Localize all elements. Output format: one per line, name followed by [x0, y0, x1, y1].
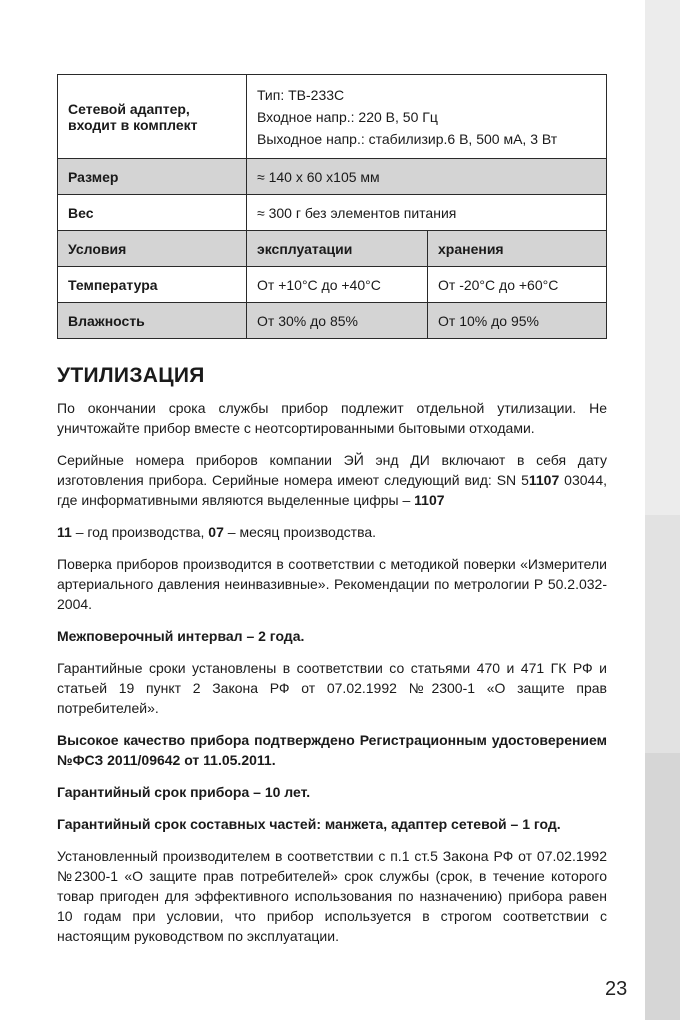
weight-label: Вес — [58, 195, 247, 231]
serial-text: Серийные номера приборов компании ЭЙ энд ДИ включают в себя дату изготовления прибора. Серийные номера имеют следующий вид: SN 5 — [57, 452, 607, 488]
table-row-humidity — [58, 303, 607, 339]
humidity-storage: От 10% до 95% — [428, 303, 607, 339]
side-tab-middle — [645, 515, 680, 753]
side-tab-bottom — [645, 753, 680, 1020]
temperature-operation: От +10°С до +40°С — [247, 267, 428, 303]
disposal-paragraph: По окончании срока службы прибор подлежит отдельной утилизации. Не уничтожайте прибор вместе с неотсортированными бытовыми отходами. — [57, 400, 607, 436]
serial-text-after: 03044, где информативными являются выделенные цифры – — [57, 472, 607, 508]
warranty-law-paragraph: Гарантийные сроки установлены в соответствии со статьями 470 и 471 ГК РФ и статьей 19 пункт 2 Закона РФ от 07.02.1992 №2300-1 «О защите прав потребителей». — [57, 660, 607, 716]
parts-warranty: Гарантийный срок составных частей: манжета, адаптер сетевой – 1 год. — [57, 816, 561, 832]
humidity-operation: От 30% до 85% — [247, 303, 428, 339]
humidity-label: Влажность — [58, 303, 247, 339]
table-row-size — [58, 159, 607, 195]
adapter-value — [247, 75, 607, 159]
serial-highlight: 1107 — [414, 492, 445, 508]
service-life-paragraph: Установленный производителем в соответствии с п.1 ст.5 Закона РФ от 07.02.1992 №2300-1 «О защите прав потребителей» срок службы (срок, в течение которого товар пригоден для эффективного использования по назначению) прибора равен 10 годам при условии, что прибор используется в строгом соответствии с настоящим руководством по эксплуатации. — [57, 848, 607, 944]
table-row-adapter — [58, 75, 607, 159]
adapter-output-voltage: Выходное напр.: стабилизир.6 В, 500 мА, 3 Вт — [257, 130, 558, 147]
specifications-table — [57, 74, 607, 339]
serial-bold-digits: 1107 — [528, 472, 560, 488]
verification-paragraph: Поверка приборов производится в соответствии с методикой поверки «Измерители артериального давления неинвазивные». Рекомендации по метрологии Р 50.2.032-2004. — [57, 556, 607, 612]
table-row-weight — [58, 195, 607, 231]
weight-value: ≈ 300 г без элементов питания — [247, 195, 607, 231]
conditions-operation-header: эксплуатации — [247, 231, 428, 267]
adapter-label: Сетевой адаптер, входит в комплект — [58, 75, 247, 159]
year-digits: 11 — [57, 524, 72, 540]
temperature-label: Температура — [58, 267, 247, 303]
year-text: – год производства, — [71, 524, 209, 540]
serial-number-paragraph — [57, 450, 607, 510]
table-row-temperature — [58, 267, 607, 303]
serial-explanation — [57, 522, 607, 542]
conditions-label: Условия — [58, 231, 247, 267]
temperature-storage: От -20°С до +60°С — [428, 267, 607, 303]
section-title: УТИЛИЗАЦИЯ — [57, 364, 205, 387]
device-warranty: Гарантийный срок прибора – 10 лет. — [57, 784, 311, 800]
conditions-storage-header: хранения — [428, 231, 607, 267]
adapter-input-voltage: Входное напр.: 220 В, 50 Гц — [257, 108, 438, 125]
adapter-type: Тип: ТВ-233С — [257, 86, 345, 103]
side-tab-top — [645, 0, 680, 515]
size-label: Размер — [58, 159, 247, 195]
registration-paragraph: Высокое качество прибора подтверждено Регистрационным удостоверением №ФСЗ 2011/09642 от 11.05.2011. — [57, 732, 607, 768]
month-text: – месяц производства. — [223, 524, 377, 540]
size-value: ≈ 140 х 60 х105 мм — [247, 159, 607, 195]
verification-interval: Межповерочный интервал – 2 года. — [57, 628, 305, 644]
disposal-section — [57, 366, 607, 958]
table-row-conditions — [58, 231, 607, 267]
page-number: 23 — [605, 978, 628, 1000]
month-digits: 07 — [208, 524, 224, 540]
